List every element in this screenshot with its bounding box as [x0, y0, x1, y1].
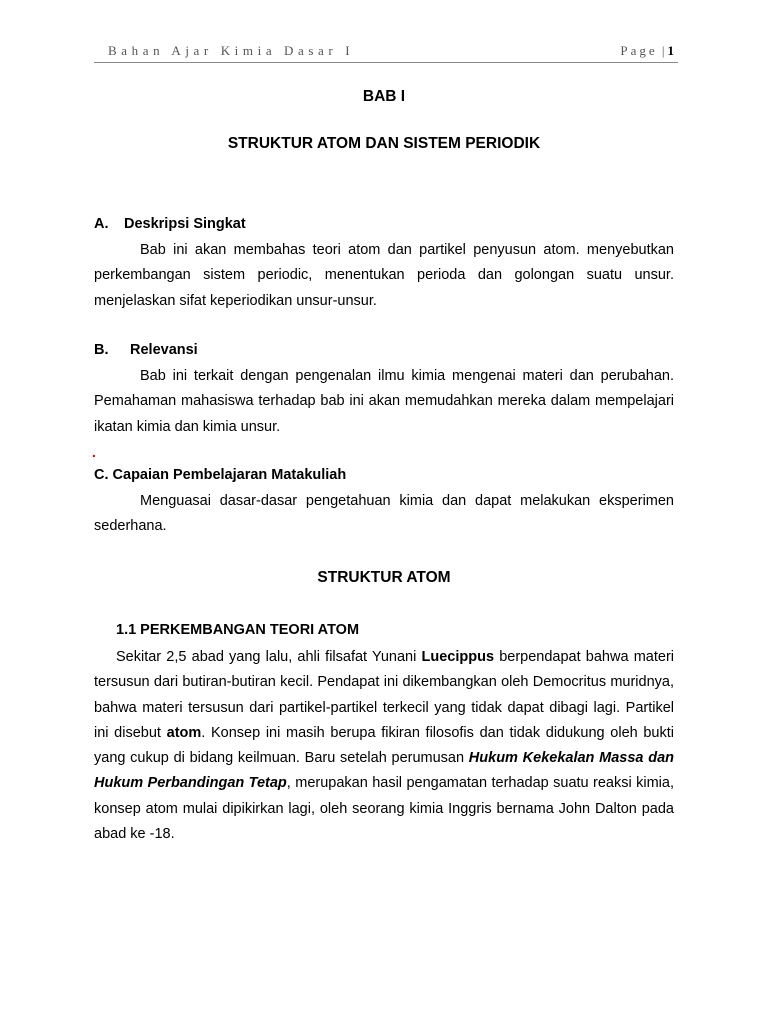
body-text-3: . Konsep ini masih berupa fikiran filosofis dan tidak didukung oleh bukti yang cukup di bidang keilmuan. Baru setelah perumusan [94, 724, 674, 767]
section-c-heading: C. Capaian Pembelajaran Matakuliah [94, 467, 347, 483]
chapter-label: BAB I [362, 88, 406, 105]
header-separator: | [661, 43, 665, 58]
subsection-body [94, 645, 674, 847]
section-b-marker: B. [94, 342, 109, 358]
body-text-1: Sekitar 2,5 abad yang lalu, ahli filsafat Yunani [116, 649, 422, 665]
stray-red-dot: . [92, 444, 96, 460]
section-b-body: Bab ini terkait dengan pengenalan ilmu kimia mengenai materi dan perubahan. Pemahaman mahasiswa terhadap bab ini akan memudahkan mereka dalam mempelajari ikatan kimia dan kimia unsur. [94, 368, 674, 435]
atom-term: atom [166, 724, 202, 741]
subsection-heading: 1.1 PERKEMBANGAN TEORI ATOM [116, 622, 360, 638]
chapter-title: STRUKTUR ATOM DAN SISTEM PERIODIK [227, 135, 541, 152]
section-a-heading: Deskripsi Singkat [124, 216, 246, 232]
section-a-marker: A. [94, 216, 109, 232]
header-page-label: Page [620, 43, 658, 58]
section-c-body: Menguasai dasar-dasar pengetahuan kimia dan dapat melakukan eksperimen sederhana. [94, 493, 674, 535]
section-b-heading: Relevansi [130, 342, 198, 358]
header-title: Bahan Ajar Kimia Dasar I [108, 43, 355, 58]
body-text-4: , merupakan hasil pengamatan terhadap suatu reaksi kimia, konsep atom mulai dipikirkan lagi, oleh seorang kimia Inggris bernama John Dalton pada abad ke -18. [94, 775, 674, 843]
luecippus-name: Luecippus [421, 649, 495, 665]
header-page-indicator [620, 43, 674, 59]
body-text-2: berpendapat bahwa materi tersusun dari butiran-butiran kecil. Pendapat ini dikembangkan oleh Democritus muridnya, bahwa materi tersusun dari partikel-partikel terkecil yang tidak dapat dibagi lagi. Partikel ini disebut [94, 649, 674, 741]
page-header [94, 42, 678, 63]
section-title: STRUKTUR ATOM [317, 569, 451, 586]
header-page-number: 1 [667, 43, 674, 58]
section-a-body: Bab ini akan membahas teori atom dan partikel penyusun atom. menyebutkan perkembangan sistem periodic, menentukan perioda dan golongan suatu unsur. menjelaskan sifat keperiodikan unsur-unsur. [94, 242, 674, 309]
laws-term: Hukum Kekekalan Massa dan Hukum Perbandingan Tetap [94, 750, 674, 792]
